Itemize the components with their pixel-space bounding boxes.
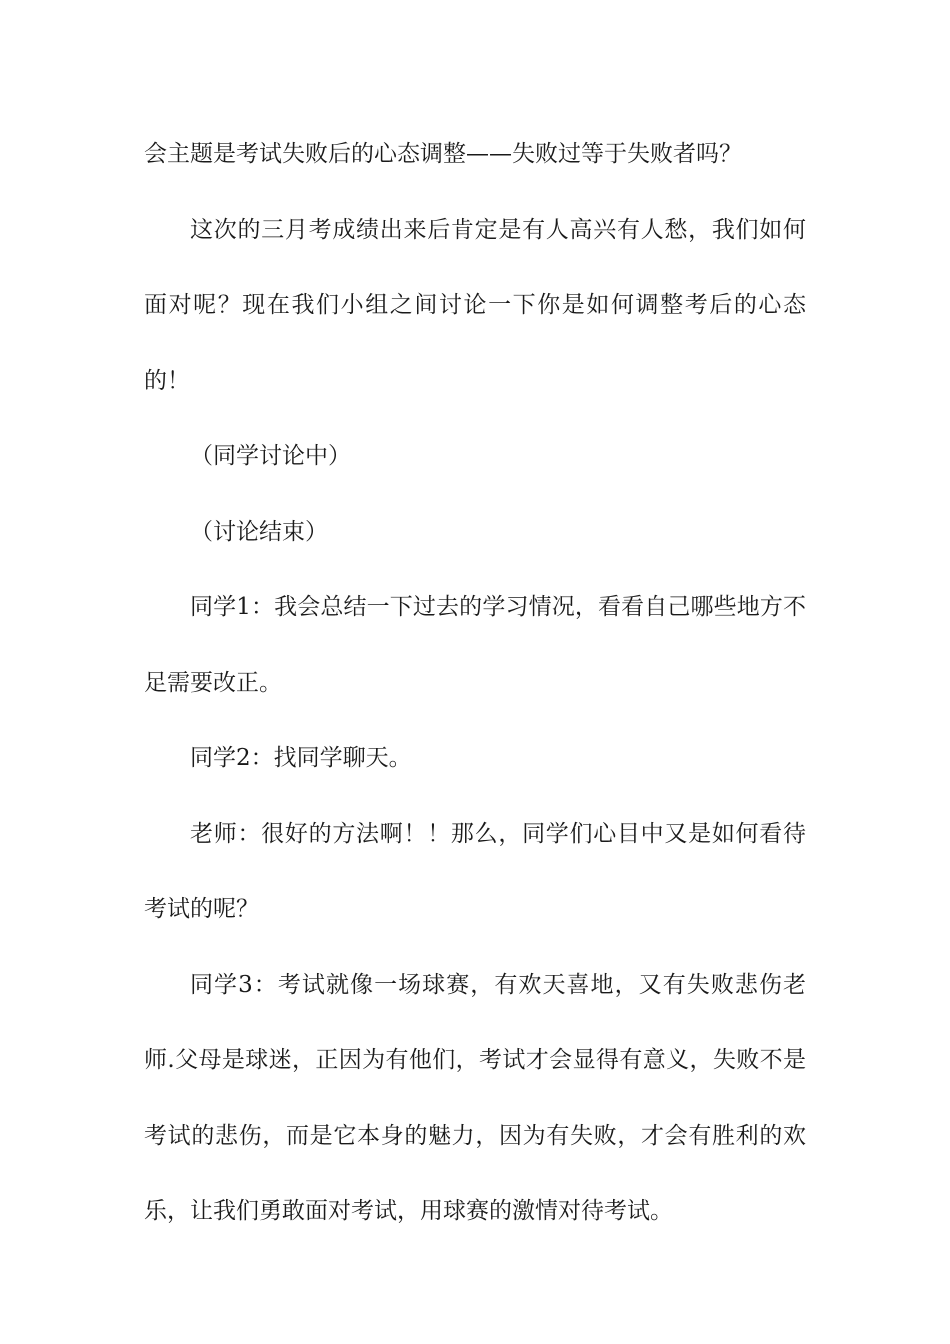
- paragraph-discussing: （同学讨论中）: [190, 443, 351, 469]
- paragraph-student-1: 同学1：我会总结一下过去的学习情况，看看自己哪些地方不足需要改正。: [144, 594, 806, 696]
- document-body: [144, 117, 806, 1250]
- paragraph-topic: 会主题是考试失败后的心态调整——失败过等于失败者吗？: [144, 141, 742, 167]
- paragraph-teacher: 老师：很好的方法啊！！那么，同学们心目中又是如何看待考试的呢？: [144, 820, 806, 922]
- paragraph-student-3: 同学3：考试就像一场球赛，有欢天喜地，又有失败悲伤老师.父母是球迷，正因为有他们，考试才会显得有意义，失败不是考试的悲伤，而是它本身的魅力，因为有失败，才会有胜利的欢乐，让我们勇敢面对考试，用球赛的激情对待考试。: [144, 971, 806, 1224]
- paragraph-student-2: 同学2：找同学聊天。: [190, 745, 412, 771]
- paragraph-discussion-end: （讨论结束）: [190, 518, 328, 545]
- paragraph-intro: 这次的三月考成绩出来后肯定是有人高兴有人愁，我们如何面对呢？现在我们小组之间讨论一下你是如何调整考后的心态的！: [144, 216, 806, 394]
